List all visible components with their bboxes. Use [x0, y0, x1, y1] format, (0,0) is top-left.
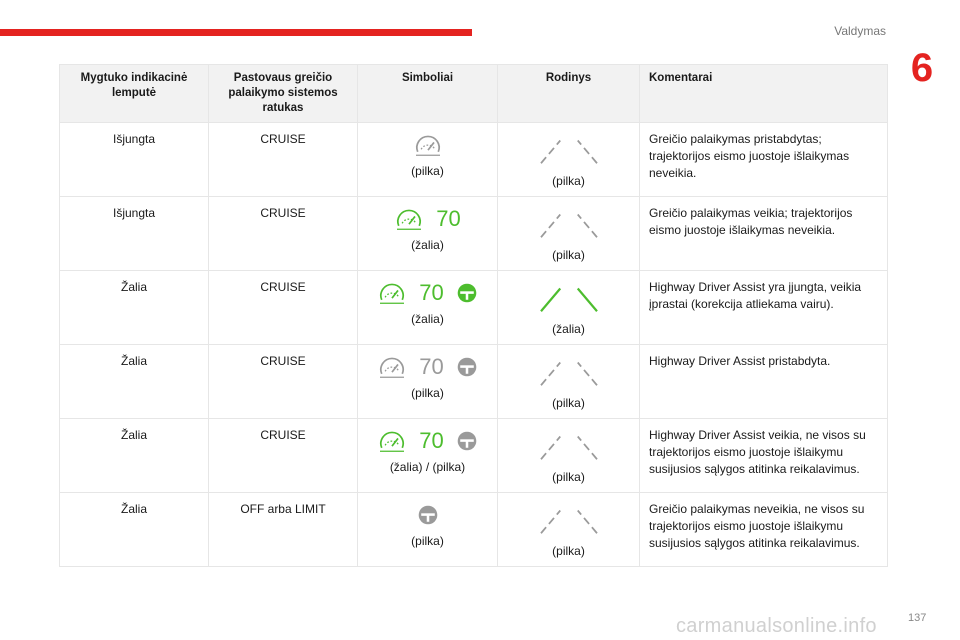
- header-comments: Komentarai: [640, 65, 888, 123]
- indicator-cell: Žalia: [60, 419, 209, 493]
- indicator-cell: Žalia: [60, 345, 209, 419]
- watermark: carmanualsonline.info: [676, 615, 877, 637]
- speed-value: 70: [436, 206, 461, 231]
- lane-lines-icon: [534, 133, 604, 169]
- display-cell: [498, 493, 640, 567]
- comment-cell: Greičio palaikymas neveikia, ne visos su trajektorijos eismo juostoje išlaikymu susijusios sąlygos atitinka reikalavimus.: [640, 493, 888, 567]
- symbol-caption: (žalia): [411, 312, 444, 326]
- lane-lines-icon: [534, 281, 604, 317]
- lane-lines-icon: [534, 503, 604, 539]
- display-caption: (pilka): [552, 174, 585, 188]
- speed-value: 70: [419, 354, 444, 379]
- table-row: [60, 493, 888, 567]
- wheel-cell: CRUISE: [209, 419, 358, 493]
- steering-wheel-icon: [456, 430, 478, 452]
- speedometer-icon: [394, 207, 424, 231]
- display-caption: (pilka): [552, 470, 585, 484]
- symbol-caption: (pilka): [411, 386, 444, 400]
- speedometer-icon: [413, 133, 443, 157]
- header-symbols: Simboliai: [358, 65, 498, 123]
- header-indicator: Mygtuko indikacinė lemputė: [60, 65, 209, 123]
- display-caption: (žalia): [552, 322, 585, 336]
- symbol-cell: [358, 271, 498, 345]
- symbol-caption: (žalia): [411, 238, 444, 252]
- display-cell: [498, 345, 640, 419]
- page-number: 137: [908, 612, 927, 624]
- display-caption: (pilka): [552, 396, 585, 410]
- wheel-cell: CRUISE: [209, 345, 358, 419]
- display-caption: (pilka): [552, 544, 585, 558]
- speed-value: 70: [419, 280, 444, 305]
- symbol-caption: (žalia) / (pilka): [389, 460, 466, 474]
- speedometer-icon: [377, 281, 407, 305]
- steering-wheel-icon: [456, 282, 478, 304]
- display-cell: [498, 197, 640, 271]
- comment-cell: Highway Driver Assist yra įjungta, veikia įprastai (korekcija atliekama vairu).: [640, 271, 888, 345]
- indicator-cell: Išjungta: [60, 197, 209, 271]
- symbol-cell: [358, 419, 498, 493]
- header-display: Rodinys: [498, 65, 640, 123]
- steering-wheel-icon: [456, 356, 478, 378]
- symbol-caption: (pilka): [411, 164, 444, 178]
- comment-cell: Greičio palaikymas veikia; trajektorijos eismo juostoje išlaikymas neveikia.: [640, 197, 888, 271]
- speedometer-icon: [377, 355, 407, 379]
- symbol-cell: [358, 123, 498, 197]
- status-table: [59, 64, 888, 567]
- lane-lines-icon: [534, 207, 604, 243]
- comment-cell: Highway Driver Assist pristabdyta.: [640, 345, 888, 419]
- table-header-row: [60, 65, 888, 123]
- table-row: [60, 197, 888, 271]
- lane-lines-icon: [534, 355, 604, 391]
- comment-cell: Greičio palaikymas pristabdytas; trajektorijos eismo juostoje išlaikymas neveikia.: [640, 123, 888, 197]
- table-row: [60, 271, 888, 345]
- symbol-caption: (pilka): [411, 534, 444, 548]
- symbol-cell: [358, 345, 498, 419]
- wheel-cell: CRUISE: [209, 123, 358, 197]
- table-row: [60, 345, 888, 419]
- speedometer-icon: [377, 429, 407, 453]
- display-cell: [498, 419, 640, 493]
- speed-value: 70: [419, 428, 444, 453]
- symbol-cell: [358, 197, 498, 271]
- chapter-number: 6: [910, 46, 934, 90]
- display-cell: [498, 123, 640, 197]
- lane-lines-icon: [534, 429, 604, 465]
- wheel-cell: CRUISE: [209, 271, 358, 345]
- display-cell: [498, 271, 640, 345]
- header-wheel: Pastovaus greičio palaikymo sistemos ratukas: [209, 65, 358, 123]
- steering-wheel-icon: [417, 504, 439, 526]
- indicator-cell: Žalia: [60, 493, 209, 567]
- wheel-cell: OFF arba LIMIT: [209, 493, 358, 567]
- indicator-cell: Žalia: [60, 271, 209, 345]
- chapter-accent-bar: [0, 29, 472, 36]
- comment-cell: Highway Driver Assist veikia, ne visos su trajektorijos eismo juostoje išlaikymu susijusios sąlygos atitinka reikalavimus.: [640, 419, 888, 493]
- section-title: Valdymas: [834, 24, 886, 38]
- display-caption: (pilka): [552, 248, 585, 262]
- symbol-cell: [358, 493, 498, 567]
- indicator-cell: Išjungta: [60, 123, 209, 197]
- table-row: [60, 123, 888, 197]
- table-row: [60, 419, 888, 493]
- wheel-cell: CRUISE: [209, 197, 358, 271]
